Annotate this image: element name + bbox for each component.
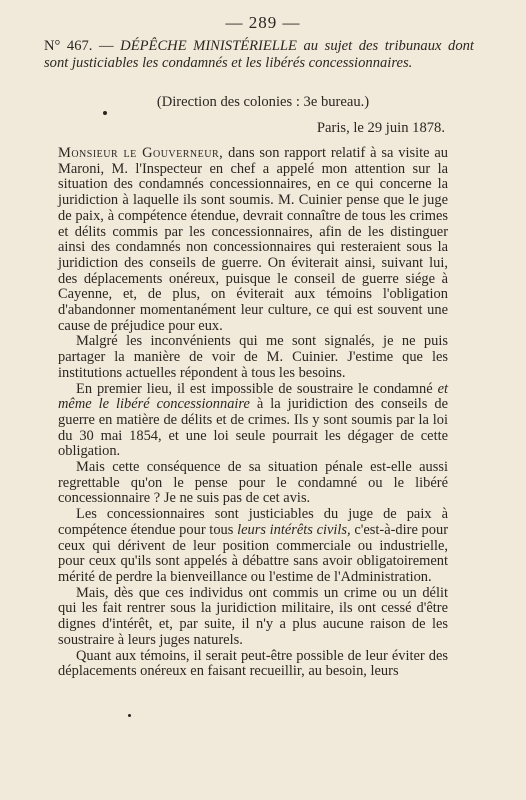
- paragraph-7: Quant aux témoins, il serait peut-être possible de leur éviter des déplacements onéreux en faisant recueillir, au besoin, leurs: [58, 647, 448, 680]
- paragraph-5-text-a: Les concessionnaires sont justiciables du juge de paix à compétence étendue pour tous: [58, 506, 448, 538]
- paragraph-3-text-a: En premier lieu, il est impossible de soustraire le condamné: [76, 380, 438, 397]
- paragraph-5: [58, 507, 448, 586]
- paragraph-1: [58, 146, 448, 334]
- paragraph-4: Mais cette conséquence de sa situation pénale est-elle aussi regrettable qu'on le pense pour le condamné ou le libéré concessionnaire ? Je ne suis pas de cet avis.: [58, 459, 448, 507]
- paragraph-5-italic: leurs intérêts civils,: [237, 521, 351, 538]
- body-text: [58, 146, 448, 680]
- paragraph-3-italic: et même le libéré concessionnaire: [58, 380, 448, 413]
- paragraph-6: Mais, dès que ces individus ont commis un crime ou un délit qui les fait rentrer sous la juridiction militaire, ils ont cessé d'être dignes d'intérêt, et, par suite, il n'y a plus aucune raison de les soustraire à leurs juges naturels.: [58, 584, 448, 648]
- salutation: Monsieur le Gouverneur,: [58, 145, 224, 161]
- ink-spot: [128, 714, 131, 717]
- paragraph-2: Malgré les inconvénients qui me sont signalés, je ne puis partager la manière de voir de M. Cuinier. J'estime que les institutions actuelles répondent à tous les besoins.: [58, 333, 448, 381]
- document-heading: [44, 38, 474, 72]
- direction-line: (Direction des colonies : 3e bureau.): [156, 94, 370, 110]
- heading-title: DÉPÊCHE MINISTÉRIELLE: [120, 38, 297, 54]
- paragraph-3-text-b: à la juridiction des conseils de guerre en matière de délits et de crimes. Ils y sont soumis par la loi du 30 mai 1854, et une loi seule pourrait les dégager de cette obligation.: [58, 396, 448, 460]
- heading-number: N° 467. —: [44, 38, 114, 54]
- ink-spot: [103, 111, 107, 115]
- paragraph-5-text-b: c'est-à-dire pour ceux qui dérivent de leur position commerciale ou industrielle, pour ceux qu'ils sont appelés à débattre sans avoir obligatoirement mérité de perdre la bienveillance ou l'estime de l'Administration.: [58, 521, 448, 585]
- dateline: Paris, le 29 juin 1878.: [316, 120, 445, 136]
- page-number: — 289 —: [225, 13, 301, 32]
- heading-subtitle: au sujet des tribunaux dont sont justiciables les condamnés et les libérés concessionnaires.: [44, 38, 474, 71]
- paragraph-3: [58, 382, 448, 461]
- paragraph-1-text: dans son rapport relatif à sa visite au Maroni, M. l'Inspecteur en chef a appelé mon attention sur la situation des condamnés concessionnaires, en ce qui concerne la juridiction à laquelle ils sont soumis. M. Cuinier pense que le juge de paix, à compétence étendue, devrait connaître de tous les crimes et délits commis par les concessionnaires, afin de les distinguer ainsi des condamnés non concessionnaires qui resteraient sous la juridiction des conseils de guerre. On éviterait ainsi, suivant lui, des déplacements onéreux, puisque le conseil de guerre siége à Cayenne, et, de plus, on éviterait aux témoins l'obligation d'abandonner momentanément leur culture, ce qui est souvent une cause de préjudice pour eux.: [58, 145, 448, 334]
